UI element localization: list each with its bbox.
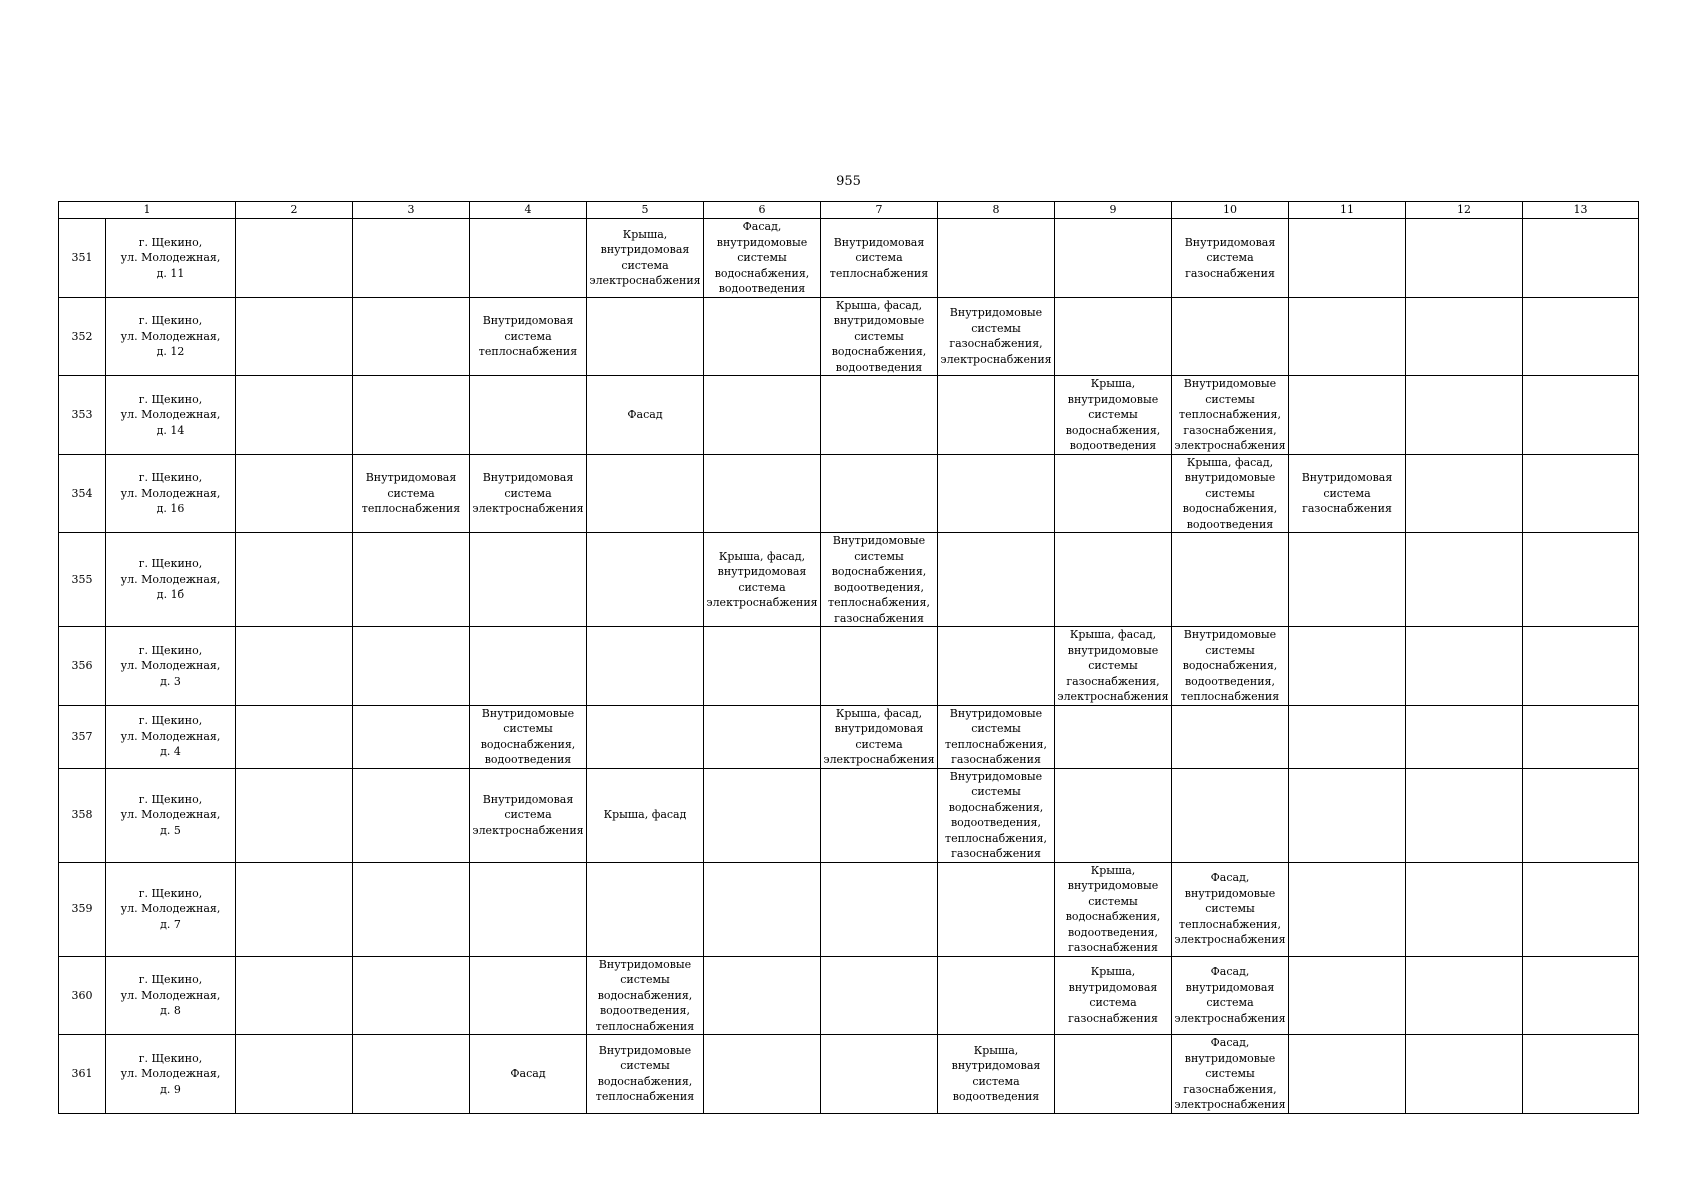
cell-col-11: Внутридомовая система газоснабжения <box>1289 454 1406 533</box>
row-number: 357 <box>59 705 106 768</box>
cell-col-6 <box>704 376 821 455</box>
cell-col-9: Крыша, внутридомовая система газоснабжения <box>1055 956 1172 1035</box>
cell-col-4 <box>470 219 587 298</box>
column-header: 12 <box>1406 202 1523 219</box>
cell-col-8 <box>938 376 1055 455</box>
cell-col-5: Внутридомовые системы водоснабжения, водоотведения, теплоснабжения <box>587 956 704 1035</box>
cell-col-12 <box>1406 219 1523 298</box>
cell-col-7: Внутридомовая система теплоснабжения <box>821 219 938 298</box>
cell-col-3 <box>353 768 470 862</box>
cell-col-2 <box>236 956 353 1035</box>
cell-col-7 <box>821 1035 938 1114</box>
table-row <box>59 956 1639 1035</box>
address-cell: г. Щекино, ул. Молодежная, д. 5 <box>106 768 236 862</box>
cell-col-4 <box>470 627 587 706</box>
cell-col-9 <box>1055 297 1172 376</box>
row-number: 361 <box>59 1035 106 1114</box>
cell-col-9 <box>1055 1035 1172 1114</box>
column-header: 10 <box>1172 202 1289 219</box>
cell-col-6 <box>704 627 821 706</box>
cell-col-9 <box>1055 768 1172 862</box>
cell-col-12 <box>1406 862 1523 956</box>
cell-col-13 <box>1523 705 1639 768</box>
table-row <box>59 454 1639 533</box>
cell-col-13 <box>1523 956 1639 1035</box>
cell-col-8: Внутридомовые системы теплоснабжения, газоснабжения <box>938 705 1055 768</box>
cell-col-6 <box>704 1035 821 1114</box>
table-row <box>59 533 1639 627</box>
repair-schedule-table <box>58 201 1639 1114</box>
cell-col-12 <box>1406 533 1523 627</box>
cell-col-8 <box>938 533 1055 627</box>
row-number: 351 <box>59 219 106 298</box>
column-header: 9 <box>1055 202 1172 219</box>
row-number: 354 <box>59 454 106 533</box>
cell-col-3 <box>353 862 470 956</box>
cell-col-7: Крыша, фасад, внутридомовая система электроснабжения <box>821 705 938 768</box>
cell-col-12 <box>1406 956 1523 1035</box>
cell-col-13 <box>1523 862 1639 956</box>
address-cell: г. Щекино, ул. Молодежная, д. 1б <box>106 533 236 627</box>
cell-col-10: Фасад, внутридомовые системы теплоснабжения, электроснабжения <box>1172 862 1289 956</box>
cell-col-2 <box>236 454 353 533</box>
address-cell: г. Щекино, ул. Молодежная, д. 4 <box>106 705 236 768</box>
table-row <box>59 297 1639 376</box>
cell-col-10 <box>1172 533 1289 627</box>
cell-col-10: Фасад, внутридомовая система электроснабжения <box>1172 956 1289 1035</box>
table-row <box>59 219 1639 298</box>
cell-col-3: Внутридомовая система теплоснабжения <box>353 454 470 533</box>
column-header: 1 <box>59 202 236 219</box>
cell-col-6 <box>704 705 821 768</box>
cell-col-10: Крыша, фасад, внутридомовые системы водоснабжения, водоотведения <box>1172 454 1289 533</box>
address-cell: г. Щекино, ул. Молодежная, д. 11 <box>106 219 236 298</box>
column-header: 8 <box>938 202 1055 219</box>
cell-col-8 <box>938 862 1055 956</box>
cell-col-9 <box>1055 705 1172 768</box>
cell-col-6: Крыша, фасад, внутридомовая система электроснабжения <box>704 533 821 627</box>
cell-col-11 <box>1289 768 1406 862</box>
cell-col-2 <box>236 627 353 706</box>
table-row <box>59 768 1639 862</box>
cell-col-7 <box>821 768 938 862</box>
cell-col-3 <box>353 956 470 1035</box>
cell-col-3 <box>353 705 470 768</box>
cell-col-13 <box>1523 627 1639 706</box>
cell-col-5 <box>587 862 704 956</box>
cell-col-7 <box>821 862 938 956</box>
cell-col-11 <box>1289 862 1406 956</box>
cell-col-13 <box>1523 1035 1639 1114</box>
cell-col-5: Крыша, фасад <box>587 768 704 862</box>
cell-col-13 <box>1523 219 1639 298</box>
row-number: 356 <box>59 627 106 706</box>
cell-col-4 <box>470 956 587 1035</box>
cell-col-3 <box>353 297 470 376</box>
cell-col-3 <box>353 627 470 706</box>
cell-col-10: Внутридомовая система газоснабжения <box>1172 219 1289 298</box>
cell-col-5 <box>587 533 704 627</box>
column-header: 3 <box>353 202 470 219</box>
cell-col-5 <box>587 297 704 376</box>
cell-col-13 <box>1523 297 1639 376</box>
cell-col-8 <box>938 219 1055 298</box>
cell-col-11 <box>1289 376 1406 455</box>
address-cell: г. Щекино, ул. Молодежная, д. 8 <box>106 956 236 1035</box>
cell-col-5: Крыша, внутридомовая система электроснабжения <box>587 219 704 298</box>
cell-col-6 <box>704 956 821 1035</box>
cell-col-2 <box>236 376 353 455</box>
cell-col-2 <box>236 297 353 376</box>
row-number: 353 <box>59 376 106 455</box>
address-cell: г. Щекино, ул. Молодежная, д. 3 <box>106 627 236 706</box>
cell-col-7 <box>821 956 938 1035</box>
cell-col-4: Внутридомовая система электроснабжения <box>470 768 587 862</box>
cell-col-9: Крыша, внутридомовые системы водоснабжения, водоотведения, газоснабжения <box>1055 862 1172 956</box>
row-number: 358 <box>59 768 106 862</box>
column-header: 7 <box>821 202 938 219</box>
cell-col-7: Внутридомовые системы водоснабжения, водоотведения, теплоснабжения, газоснабжения <box>821 533 938 627</box>
cell-col-10 <box>1172 705 1289 768</box>
cell-col-5 <box>587 627 704 706</box>
cell-col-13 <box>1523 768 1639 862</box>
cell-col-9: Крыша, фасад, внутридомовые системы газоснабжения, электроснабжения <box>1055 627 1172 706</box>
cell-col-4 <box>470 533 587 627</box>
cell-col-4: Внутридомовая система электроснабжения <box>470 454 587 533</box>
cell-col-5 <box>587 705 704 768</box>
cell-col-3 <box>353 376 470 455</box>
cell-col-2 <box>236 1035 353 1114</box>
cell-col-12 <box>1406 454 1523 533</box>
cell-col-11 <box>1289 956 1406 1035</box>
cell-col-8 <box>938 454 1055 533</box>
column-header: 11 <box>1289 202 1406 219</box>
cell-col-10 <box>1172 297 1289 376</box>
table-row <box>59 1035 1639 1114</box>
cell-col-2 <box>236 533 353 627</box>
cell-col-8: Внутридомовые системы водоснабжения, водоотведения, теплоснабжения, газоснабжения <box>938 768 1055 862</box>
header-row <box>59 202 1639 219</box>
cell-col-2 <box>236 219 353 298</box>
cell-col-4: Внутридомовая система теплоснабжения <box>470 297 587 376</box>
address-cell: г. Щекино, ул. Молодежная, д. 14 <box>106 376 236 455</box>
cell-col-4 <box>470 862 587 956</box>
cell-col-3 <box>353 219 470 298</box>
cell-col-4: Внутридомовые системы водоснабжения, водоотведения <box>470 705 587 768</box>
row-number: 352 <box>59 297 106 376</box>
table-row <box>59 627 1639 706</box>
column-header: 2 <box>236 202 353 219</box>
row-number: 360 <box>59 956 106 1035</box>
column-header: 4 <box>470 202 587 219</box>
cell-col-10 <box>1172 768 1289 862</box>
column-header: 13 <box>1523 202 1639 219</box>
column-header: 6 <box>704 202 821 219</box>
cell-col-7: Крыша, фасад, внутридомовые системы водоснабжения, водоотведения <box>821 297 938 376</box>
table-row <box>59 376 1639 455</box>
cell-col-12 <box>1406 376 1523 455</box>
cell-col-12 <box>1406 705 1523 768</box>
cell-col-11 <box>1289 705 1406 768</box>
column-header: 5 <box>587 202 704 219</box>
cell-col-9: Крыша, внутридомовые системы водоснабжения, водоотведения <box>1055 376 1172 455</box>
cell-col-5: Внутридомовые системы водоснабжения, теплоснабжения <box>587 1035 704 1114</box>
cell-col-4 <box>470 376 587 455</box>
cell-col-8 <box>938 956 1055 1035</box>
cell-col-10: Внутридомовые системы водоснабжения, водоотведения, теплоснабжения <box>1172 627 1289 706</box>
cell-col-7 <box>821 376 938 455</box>
cell-col-11 <box>1289 627 1406 706</box>
cell-col-7 <box>821 627 938 706</box>
cell-col-3 <box>353 533 470 627</box>
cell-col-12 <box>1406 768 1523 862</box>
cell-col-4: Фасад <box>470 1035 587 1114</box>
cell-col-6 <box>704 454 821 533</box>
cell-col-8: Внутридомовые системы газоснабжения, электроснабжения <box>938 297 1055 376</box>
cell-col-5: Фасад <box>587 376 704 455</box>
cell-col-3 <box>353 1035 470 1114</box>
cell-col-11 <box>1289 1035 1406 1114</box>
cell-col-5 <box>587 454 704 533</box>
cell-col-11 <box>1289 533 1406 627</box>
cell-col-7 <box>821 454 938 533</box>
cell-col-12 <box>1406 1035 1523 1114</box>
address-cell: г. Щекино, ул. Молодежная, д. 7 <box>106 862 236 956</box>
address-cell: г. Щекино, ул. Молодежная, д. 9 <box>106 1035 236 1114</box>
cell-col-6 <box>704 297 821 376</box>
address-cell: г. Щекино, ул. Молодежная, д. 16 <box>106 454 236 533</box>
row-number: 359 <box>59 862 106 956</box>
cell-col-6: Фасад, внутридомовые системы водоснабжения, водоотведения <box>704 219 821 298</box>
cell-col-13 <box>1523 454 1639 533</box>
cell-col-2 <box>236 862 353 956</box>
cell-col-2 <box>236 768 353 862</box>
cell-col-11 <box>1289 297 1406 376</box>
cell-col-6 <box>704 862 821 956</box>
cell-col-13 <box>1523 376 1639 455</box>
address-cell: г. Щекино, ул. Молодежная, д. 12 <box>106 297 236 376</box>
cell-col-9 <box>1055 533 1172 627</box>
cell-col-10: Фасад, внутридомовые системы газоснабжения, электроснабжения <box>1172 1035 1289 1114</box>
cell-col-9 <box>1055 219 1172 298</box>
cell-col-2 <box>236 705 353 768</box>
page-number: 955 <box>836 174 861 189</box>
cell-col-8 <box>938 627 1055 706</box>
cell-col-11 <box>1289 219 1406 298</box>
row-number: 355 <box>59 533 106 627</box>
cell-col-13 <box>1523 533 1639 627</box>
cell-col-10: Внутридомовые системы теплоснабжения, газоснабжения, электроснабжения <box>1172 376 1289 455</box>
cell-col-8: Крыша, внутридомовая система водоотведения <box>938 1035 1055 1114</box>
cell-col-9 <box>1055 454 1172 533</box>
cell-col-12 <box>1406 297 1523 376</box>
table-row <box>59 705 1639 768</box>
cell-col-6 <box>704 768 821 862</box>
cell-col-12 <box>1406 627 1523 706</box>
table-row <box>59 862 1639 956</box>
